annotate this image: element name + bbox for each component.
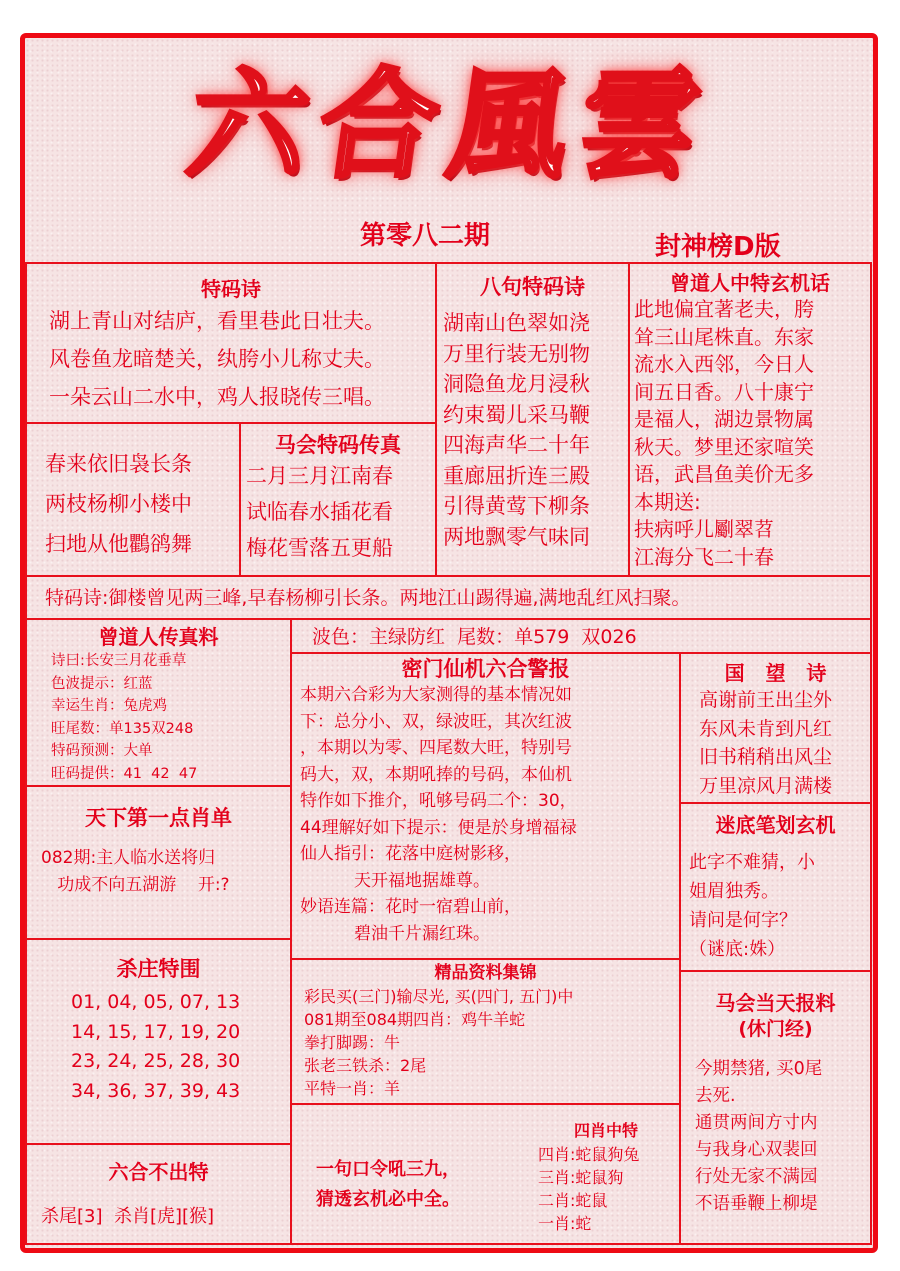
text-line: 通贯两间方寸内 xyxy=(695,1113,818,1133)
text-line: 码大，双，本期吼捧的号码，本仙机 xyxy=(300,764,572,785)
text-lines xyxy=(41,845,290,899)
text-line: 44理解好如下提示：便是於身增福禄 xyxy=(300,817,577,838)
text-line: 约束蜀儿采马鞭 xyxy=(443,402,590,427)
horse-report-box xyxy=(679,970,872,1245)
text-line: 旧书稍稍出风尘 xyxy=(699,746,833,768)
text-line: 特作如下推介，吼够号码二个：30， xyxy=(300,791,577,811)
text-line: 秋天。梦里还家喧笑 xyxy=(634,434,814,459)
text-line: 湖南山色翠如浇 xyxy=(443,311,590,335)
text-line: 彩民买(三门)输尽光, 买(四门, 五门)中 xyxy=(304,987,574,1006)
box-title: 杀庄特围 xyxy=(116,957,201,981)
text-line: 14, 15, 17, 19, 20 xyxy=(71,1020,241,1043)
box-title: 精品资料集锦 xyxy=(434,963,537,983)
text-line: 一朵云山二水中，鸡人报晓传三唱。 xyxy=(49,385,385,409)
zeng-words-box xyxy=(628,262,872,577)
text-line: 今期禁猪, 买0尾 xyxy=(695,1059,823,1079)
poem-lines xyxy=(443,308,628,552)
text-line: 本期送: xyxy=(634,489,701,514)
jingpin-box xyxy=(290,958,681,1105)
text-line: 扫地从他鸜鹆舞 xyxy=(45,532,192,556)
text-line: 082期:主人临水送将归 xyxy=(41,848,216,868)
box-title: 曾道人传真料 xyxy=(98,625,219,649)
text-line: 三肖:蛇鼠狗 xyxy=(538,1168,624,1187)
text-line: 姐眉独秀。 xyxy=(689,881,779,902)
banner-text: 特码诗:御楼曾见两三峰,早春杨柳引长条。两地江山踢得遍,满地乱红风扫聚。 xyxy=(45,587,691,609)
text-line: （谜底:姝） xyxy=(689,939,786,960)
text-line: 此字不难猜，小 xyxy=(689,852,815,873)
box-title: 密门仙机六合警报 xyxy=(401,657,570,681)
text-line: 猜透玄机必中全。 xyxy=(316,1189,460,1210)
text-line: 四肖:蛇鼠狗兔 xyxy=(538,1145,640,1164)
text-lines xyxy=(300,682,679,947)
text-line: 下：总分小、双，绿波旺，其次红波 xyxy=(300,711,572,732)
text-line: 本期六合彩为大家测得的基本情况如 xyxy=(300,685,572,705)
special-poem-box xyxy=(25,262,437,424)
text-line: 二月三月江南春 xyxy=(246,464,393,488)
text-line: 旺码提供：41 42 47 xyxy=(51,765,198,782)
slogan-box xyxy=(290,1103,681,1245)
text-line: 此地偏宜著老夫，胯 xyxy=(634,297,814,321)
box-title: 马会当天报料 xyxy=(715,991,836,1015)
poem-lines xyxy=(699,686,870,800)
text-line: 旺尾数：单135双248 xyxy=(51,720,194,737)
text-lines xyxy=(51,650,290,785)
text-line: 试临春水插花看 xyxy=(246,500,393,524)
text-line: 与我身心双裴回 xyxy=(695,1140,818,1160)
text-line: 两地飘零气味同 xyxy=(443,524,590,549)
text-line: 春来依旧袅长条 xyxy=(45,452,192,476)
text-line: 江海分飞二十春 xyxy=(634,544,774,569)
text-line: 一肖:蛇 xyxy=(538,1214,592,1233)
box-title: 天下第一点肖单 xyxy=(85,806,232,830)
text-line: 重廊屈折连三殿 xyxy=(443,463,590,488)
text-line: 请问是何字？ xyxy=(689,910,797,931)
text-lines xyxy=(634,296,870,571)
guowang-poem-box xyxy=(679,652,872,804)
text-line: 天开福地据雄尊。 xyxy=(300,870,491,891)
wave-tail-box xyxy=(290,618,872,654)
box-title: 马会特码传真 xyxy=(275,433,401,457)
text-line: 引得黄莺下柳条 xyxy=(443,494,590,518)
box-title: 迷底笔划玄机 xyxy=(715,813,836,837)
text-line: 高谢前王出尘外 xyxy=(699,689,833,711)
text-line: 万里行装无别物 xyxy=(443,341,590,366)
issue-number: 第零八二期 xyxy=(360,221,491,251)
text-line: 风卷鱼龙暗楚关，纨胯小儿称丈夫。 xyxy=(49,347,385,371)
text-line: 耸三山尾株直。东家 xyxy=(634,324,814,349)
text-line: 34, 36, 37, 39, 43 xyxy=(71,1079,241,1102)
kill-numbers-box xyxy=(25,938,292,1145)
box-title: 六合不出特 xyxy=(108,1160,209,1184)
text-line: 四海声华二十年 xyxy=(443,433,590,457)
text-line: 特码预测：大单 xyxy=(51,743,153,759)
edition-label: 封神榜D版 xyxy=(655,232,781,262)
spring-poem-box xyxy=(25,422,241,577)
text-line: 色波提示：红蓝 xyxy=(51,675,153,692)
text-line: 二肖:蛇鼠 xyxy=(538,1191,608,1210)
text-line: 语，武昌鱼美价无多 xyxy=(634,462,814,486)
horse-fax-box xyxy=(239,422,437,577)
slogan-lines xyxy=(316,1155,460,1215)
box-title: 国 望 诗 xyxy=(724,661,827,685)
box-title: 八句特码诗 xyxy=(480,275,585,299)
zeng-fax-box xyxy=(25,618,292,787)
text-line: 张老三铁杀：2尾 xyxy=(304,1056,427,1075)
text-line: 万里凉风月满楼 xyxy=(699,774,833,797)
box-title: 四肖中特 xyxy=(574,1121,639,1140)
text-line: 是福人，湖边景物属 xyxy=(634,407,814,431)
text-lines xyxy=(304,985,679,1100)
text-lines xyxy=(695,1056,870,1218)
first-zodiac-box xyxy=(25,785,292,940)
eight-line-poem-box xyxy=(435,262,630,577)
masthead-title: 六合風雲 xyxy=(180,55,720,194)
zodiac-lines xyxy=(538,1143,639,1235)
text-line: 洞隐鱼龙月浸秋 xyxy=(443,372,590,396)
riddle-box xyxy=(679,802,872,972)
box-title: 特码诗 xyxy=(201,277,261,301)
box-subtitle: (休门经) xyxy=(738,1018,813,1040)
text-line: 流水入西邻，今日人 xyxy=(634,352,814,376)
text-line: 081期至084期四肖：鸡牛羊蛇 xyxy=(304,1010,526,1029)
text-line: 梅花雪落五更船 xyxy=(246,536,393,560)
text-line: 平特一肖：羊 xyxy=(304,1079,401,1098)
poem-lines xyxy=(246,458,435,566)
no-special-box xyxy=(25,1143,292,1245)
text-line: 仙人指引：花落中庭树影移， xyxy=(300,844,521,864)
secret-alert-box xyxy=(290,652,681,960)
text-line: 23, 24, 25, 28, 30 xyxy=(71,1050,241,1072)
riddle-lines xyxy=(689,848,870,964)
text-line: 行处无家不满园 xyxy=(695,1167,818,1187)
text-line: 妙语连篇：花时一宿碧山前， xyxy=(300,897,521,917)
text-line: 扶病呼儿劚翠苕 xyxy=(634,517,774,541)
text-line: 一句口令吼三九， xyxy=(316,1159,460,1180)
text-line: 碧油千片漏红珠。 xyxy=(300,923,491,944)
text-line: 诗曰:长安三月花垂草 xyxy=(51,653,187,669)
text-line: 不语垂鞭上柳堤 xyxy=(695,1194,818,1214)
number-lines xyxy=(71,988,290,1106)
banner-poem xyxy=(25,575,872,620)
text-line: 拳打脚踢：牛 xyxy=(304,1033,401,1052)
kill-text: 杀尾[3] 杀肖[虎][猴] xyxy=(41,1206,215,1227)
box-title: 曾道人中特玄机话 xyxy=(670,271,830,295)
wave-text: 波色：主绿防红 尾数：单579 双026 xyxy=(312,626,637,648)
text-line: 去死. xyxy=(695,1086,736,1106)
text-line: 间五日香。八十康宁 xyxy=(634,379,814,404)
text-line: 幸运生肖：兔虎鸡 xyxy=(51,698,167,714)
text-line: 湖上青山对结庐，看里巷此日壮夫。 xyxy=(49,309,385,333)
text-line: ，本期以为零、四尾数大旺，特别号 xyxy=(300,738,572,758)
poem-lines xyxy=(49,302,435,416)
text-line: 01, 04, 05, 07, 13 xyxy=(71,991,241,1013)
four-zodiac xyxy=(538,1119,639,1235)
poem-lines xyxy=(45,444,239,564)
text-line: 两枝杨柳小楼中 xyxy=(45,492,192,516)
text-line: 功成不向五湖游 开:? xyxy=(41,875,230,895)
text-line: 东风未肯到凡红 xyxy=(699,717,833,740)
